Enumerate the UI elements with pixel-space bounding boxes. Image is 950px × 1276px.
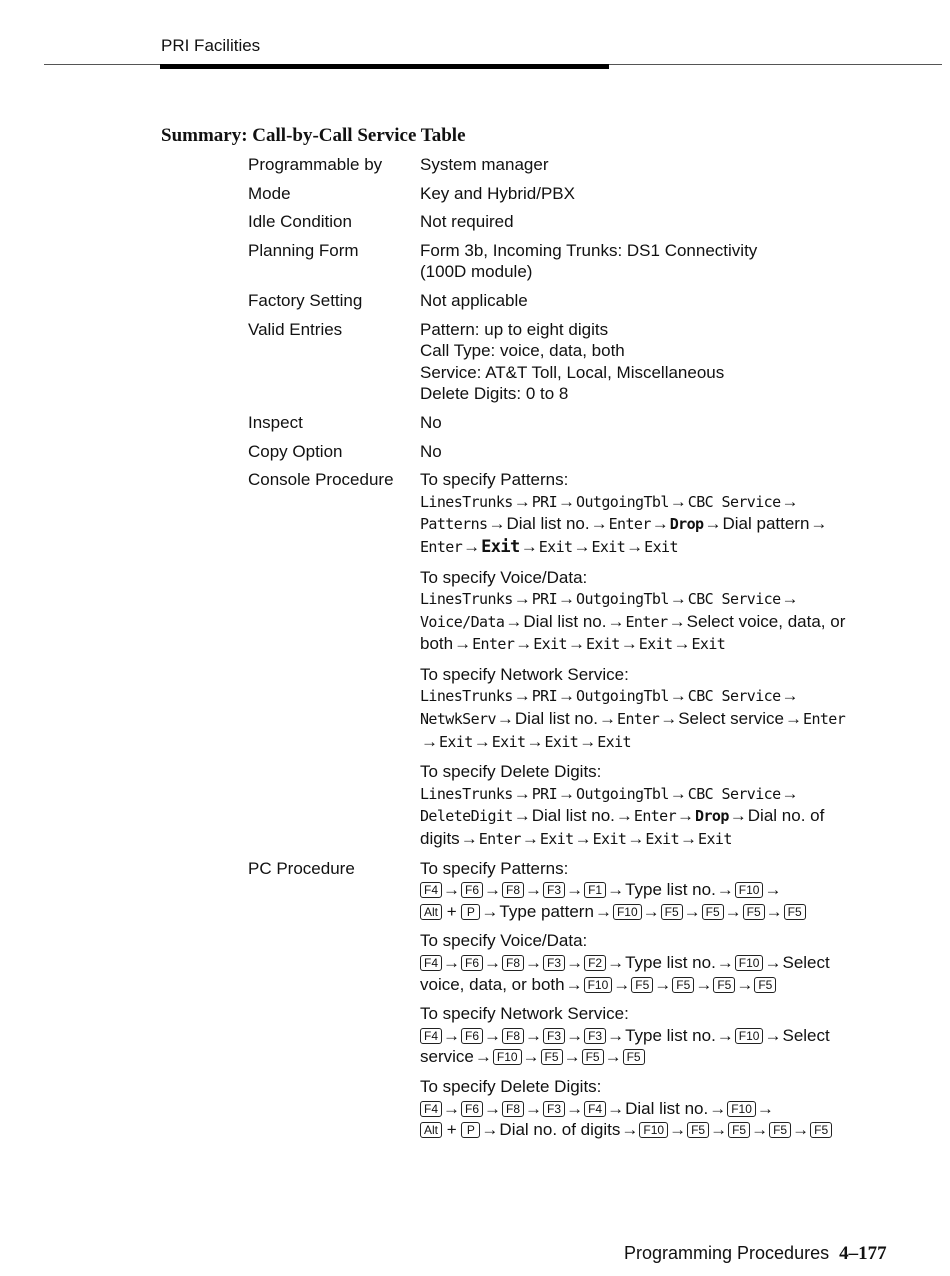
value-line: Delete Digits: 0 to 8 bbox=[420, 384, 569, 404]
f4-key: F4 bbox=[420, 955, 442, 971]
f6-key: F6 bbox=[461, 882, 483, 898]
procedure-step-line: digits→Enter→Exit→Exit→Exit→Exit bbox=[420, 829, 732, 849]
row-value: Key and Hybrid/PBX bbox=[420, 183, 575, 203]
procedure-step-line: both→Enter→Exit→Exit→Exit→Exit bbox=[420, 634, 726, 654]
row-value: Not required bbox=[420, 212, 514, 232]
procedure-heading: To specify Delete Digits: bbox=[420, 1076, 602, 1096]
row-valid bbox=[248, 319, 928, 405]
pc-procedures bbox=[420, 858, 928, 1141]
f10-key: F10 bbox=[735, 1028, 764, 1044]
console-voice-data bbox=[420, 567, 928, 656]
procedure-step-line: →Exit→Exit→Exit→Exit bbox=[421, 731, 631, 751]
procedure-step-line: Enter→Exit→Exit→Exit→Exit bbox=[420, 536, 678, 557]
f5-key: F5 bbox=[769, 1122, 791, 1138]
value-line: Form 3b, Incoming Trunks: DS1 Connectivity bbox=[420, 240, 758, 260]
f8-key: F8 bbox=[502, 955, 524, 971]
row-value: Not applicable bbox=[420, 290, 528, 310]
f10-key: F10 bbox=[727, 1101, 756, 1117]
row-value bbox=[420, 319, 928, 405]
f8-key: F8 bbox=[502, 1028, 524, 1044]
f5-key: F5 bbox=[810, 1122, 832, 1138]
procedure-step-line: Alt + P →Dial no. of digits→ F10 → F5 → F5 → F5 → F5 bbox=[420, 1119, 928, 1141]
procedure-step-line: NetwkServ→Dial list no.→Enter→Select service→Enter bbox=[420, 709, 846, 729]
procedure-heading: To specify Voice/Data: bbox=[420, 931, 588, 951]
row-value: No bbox=[420, 441, 442, 461]
console-delete bbox=[420, 761, 928, 850]
row-label: Inspect bbox=[248, 412, 303, 432]
f10-key: F10 bbox=[613, 904, 642, 920]
row-label: Valid Entries bbox=[248, 319, 343, 339]
f5-key: F5 bbox=[582, 1049, 604, 1065]
row-planning bbox=[248, 240, 928, 283]
f5-key: F5 bbox=[713, 977, 735, 993]
row-factory bbox=[248, 290, 928, 312]
f10-key: F10 bbox=[735, 882, 764, 898]
row-console bbox=[248, 469, 928, 851]
console-procedures bbox=[420, 469, 928, 851]
section-title: PRI Facilities bbox=[161, 36, 261, 55]
row-label: PC Procedure bbox=[248, 858, 355, 878]
procedure-step-line: F4 → F6 → F8 → F3 → F1 →Type list no.→ F10 → bbox=[420, 879, 928, 901]
f10-key: F10 bbox=[735, 955, 764, 971]
f5-key: F5 bbox=[754, 977, 776, 993]
f5-key: F5 bbox=[687, 1122, 709, 1138]
page-number: 4–177 bbox=[839, 1243, 887, 1264]
pc-voice-data bbox=[420, 930, 928, 995]
page-footer bbox=[624, 1243, 887, 1265]
row-label: Idle Condition bbox=[248, 212, 352, 232]
f4-key: F4 bbox=[420, 882, 442, 898]
row-label: Copy Option bbox=[248, 441, 343, 461]
procedure-step-line: F4 → F6 → F8 → F3 → F3 →Type list no.→ F10 →Select bbox=[420, 1025, 928, 1047]
p-key: P bbox=[461, 1122, 480, 1138]
procedure-step-line: voice, data, or both→ F10 → F5 → F5 → F5 → F5 bbox=[420, 974, 928, 996]
p-key: P bbox=[461, 904, 480, 920]
row-label: Programmable by bbox=[248, 155, 383, 174]
summary-title: Summary: Call-by-Call Service Table bbox=[161, 125, 466, 146]
console-network bbox=[420, 664, 928, 753]
f5-key: F5 bbox=[672, 977, 694, 993]
procedure-heading: To specify Delete Digits: bbox=[420, 762, 602, 782]
procedure-step-line: LinesTrunks→PRI→OutgoingTbl→CBC Service→ bbox=[420, 686, 799, 706]
value-line: Call Type: voice, data, both bbox=[420, 341, 625, 361]
f3-key: F3 bbox=[584, 1028, 606, 1044]
f4-key: F4 bbox=[420, 1101, 442, 1117]
f1-key: F1 bbox=[584, 882, 606, 898]
f4-key: F4 bbox=[584, 1101, 606, 1117]
f3-key: F3 bbox=[543, 955, 565, 971]
pc-patterns bbox=[420, 858, 928, 923]
f6-key: F6 bbox=[461, 955, 483, 971]
row-label: Mode bbox=[248, 183, 291, 203]
f8-key: F8 bbox=[502, 1101, 524, 1117]
alt-key: Alt bbox=[420, 904, 442, 920]
row-label: Console Procedure bbox=[248, 470, 394, 490]
row-idle bbox=[248, 211, 928, 233]
procedure-heading: To specify Network Service: bbox=[420, 664, 629, 684]
value-line: (100D module) bbox=[420, 262, 533, 282]
procedure-step-line: Patterns→Dial list no.→Enter→Drop→Dial pattern→ bbox=[420, 514, 828, 534]
procedure-step-line: LinesTrunks→PRI→OutgoingTbl→CBC Service→ bbox=[420, 783, 799, 803]
f5-key: F5 bbox=[784, 904, 806, 920]
row-copy bbox=[248, 441, 928, 463]
f2-key: F2 bbox=[584, 955, 606, 971]
row-value bbox=[420, 240, 928, 283]
row-programmable bbox=[248, 154, 928, 176]
alt-key: Alt bbox=[420, 1122, 442, 1138]
pc-delete bbox=[420, 1076, 928, 1141]
procedure-step-line: service→ F10 → F5 → F5 → F5 bbox=[420, 1046, 928, 1068]
value-line: Service: AT&T Toll, Local, Miscellaneous bbox=[420, 362, 725, 382]
procedure-step-line: LinesTrunks→PRI→OutgoingTbl→CBC Service→ bbox=[420, 491, 799, 511]
f8-key: F8 bbox=[502, 882, 524, 898]
procedure-step-line: Alt + P →Type pattern→ F10 → F5 → F5 → F5 → F5 bbox=[420, 901, 928, 923]
row-label: Planning Form bbox=[248, 240, 359, 260]
f10-key: F10 bbox=[493, 1049, 522, 1065]
f4-key: F4 bbox=[420, 1028, 442, 1044]
header-bar bbox=[160, 64, 609, 69]
f5-key: F5 bbox=[623, 1049, 645, 1065]
footer-chapter: Programming Procedures bbox=[624, 1243, 830, 1263]
f5-key: F5 bbox=[728, 1122, 750, 1138]
row-value: No bbox=[420, 412, 442, 432]
f5-key: F5 bbox=[661, 904, 683, 920]
console-patterns bbox=[420, 469, 928, 558]
f3-key: F3 bbox=[543, 1101, 565, 1117]
procedure-heading: To specify Patterns: bbox=[420, 470, 569, 490]
f5-key: F5 bbox=[631, 977, 653, 993]
value-line: Pattern: up to eight digits bbox=[420, 319, 609, 339]
procedure-step-line: LinesTrunks→PRI→OutgoingTbl→CBC Service→ bbox=[420, 589, 799, 609]
f6-key: F6 bbox=[461, 1028, 483, 1044]
row-mode bbox=[248, 183, 928, 205]
pc-network bbox=[420, 1003, 928, 1068]
f6-key: F6 bbox=[461, 1101, 483, 1117]
row-value: System manager bbox=[420, 155, 549, 174]
f10-key: F10 bbox=[639, 1122, 668, 1138]
procedure-heading: To specify Voice/Data: bbox=[420, 567, 588, 587]
row-pc bbox=[248, 858, 928, 1141]
f5-key: F5 bbox=[702, 904, 724, 920]
row-label: Factory Setting bbox=[248, 290, 363, 310]
f3-key: F3 bbox=[543, 882, 565, 898]
procedure-step-line: Voice/Data→Dial list no.→Enter→Select voice, data, or bbox=[420, 611, 846, 631]
summary-table bbox=[248, 154, 928, 1148]
f10-key: F10 bbox=[584, 977, 613, 993]
procedure-step-line: DeleteDigit→Dial list no.→Enter→Drop→Dial no. of bbox=[420, 806, 825, 826]
procedure-step-line: F4 → F6 → F8 → F3 → F4 →Dial list no.→ F10 → bbox=[420, 1098, 928, 1120]
procedure-heading: To specify Patterns: bbox=[420, 858, 569, 878]
procedure-heading: To specify Network Service: bbox=[420, 1004, 629, 1024]
f5-key: F5 bbox=[541, 1049, 563, 1065]
row-inspect bbox=[248, 412, 928, 434]
procedure-step-line: F4 → F6 → F8 → F3 → F2 →Type list no.→ F10 →Select bbox=[420, 952, 928, 974]
f3-key: F3 bbox=[543, 1028, 565, 1044]
f5-key: F5 bbox=[743, 904, 765, 920]
